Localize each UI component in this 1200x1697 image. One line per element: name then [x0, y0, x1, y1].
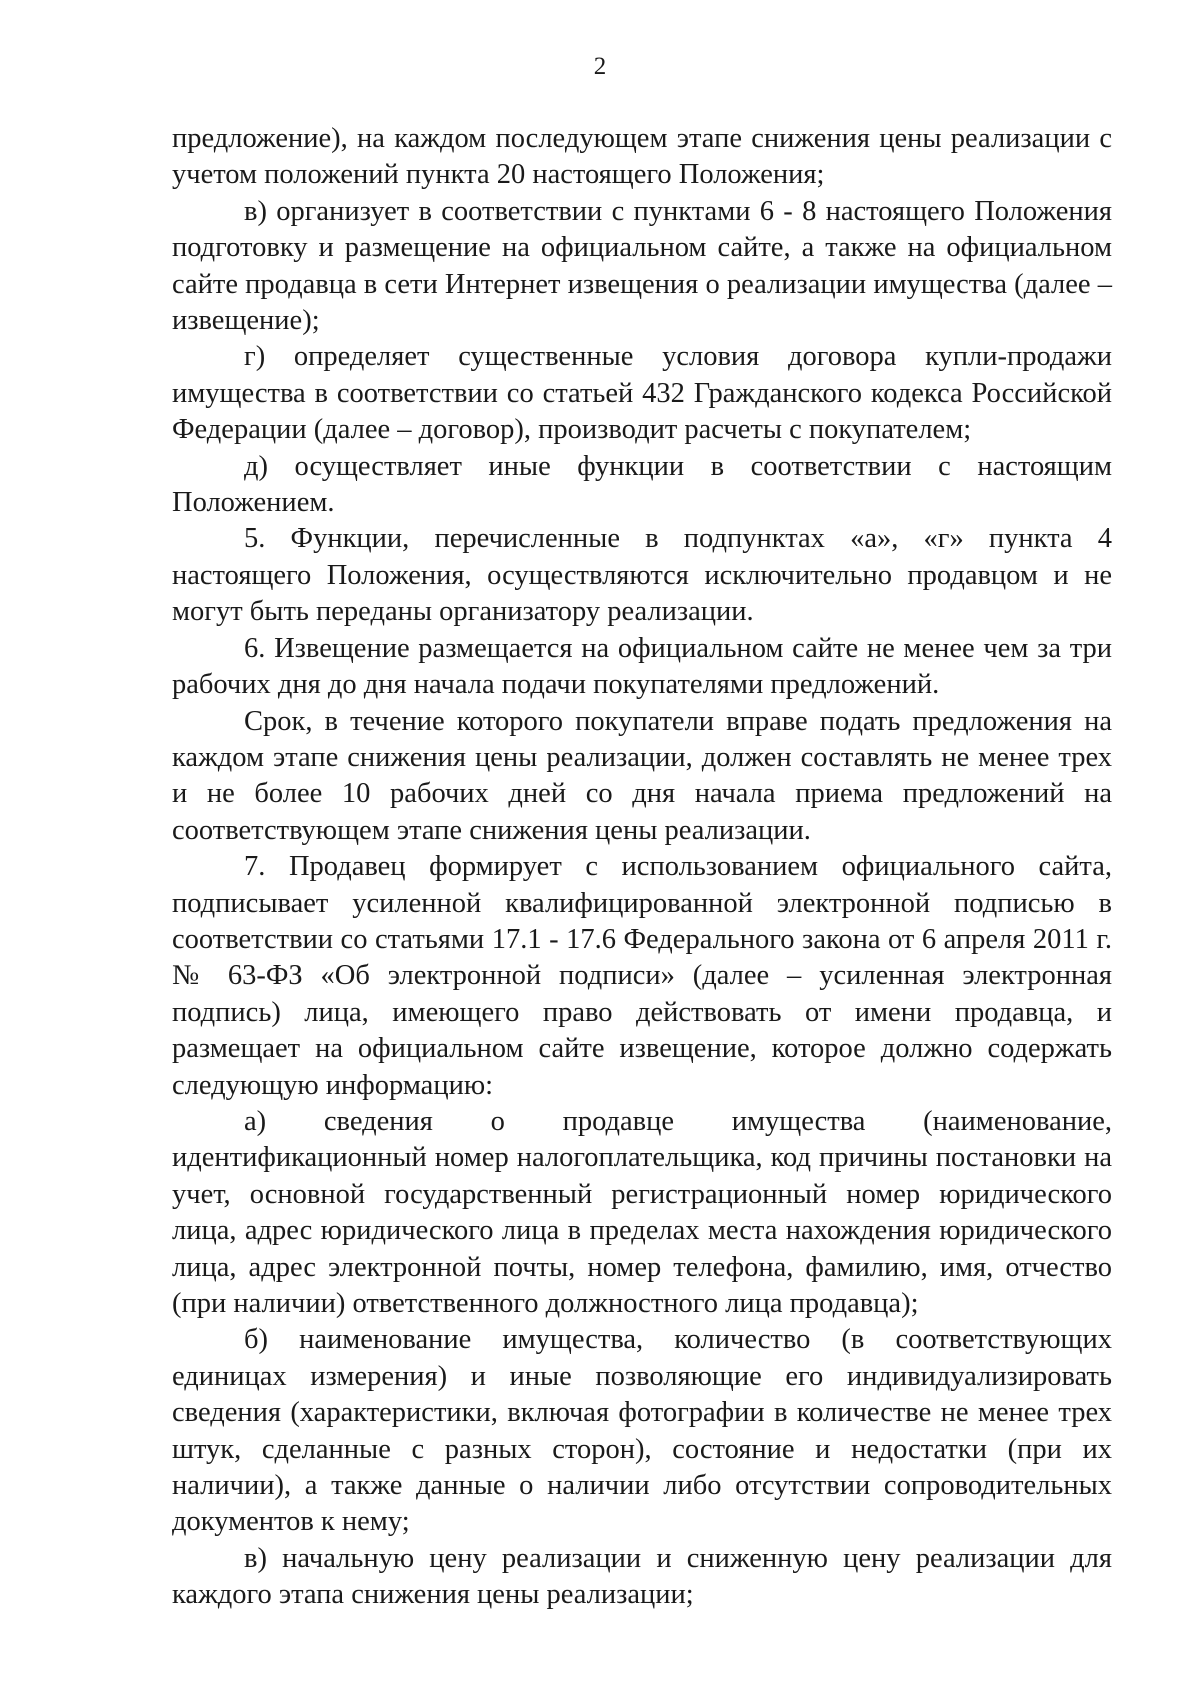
paragraph-6-term: Срок, в течение которого покупатели вправе подать предложения на каждом этапе снижения цены реализации, должен составлять не менее трех и не более 10 рабочих дней со дня начала приема предложений на соответствующем этапе снижения цены реализации. — [172, 705, 1112, 846]
paragraph-4g: г) определяет существенные условия договора купли-продажи имущества в соответствии со статьей 432 Гражданского кодекса Российской Федерации (далее – договор), производит расчеты с покупателем; — [172, 341, 1112, 446]
paragraph-7: 7. Продавец формирует с использованием официального сайта, подписывает усиленной квалифицированной электронной подписью в соответствии со статьями 17.1 - 17.6 Федерального закона от 6 апреля 2011 г. № 63-ФЗ «Об электронной подписи» (далее – усиленная электронная подпись) лица, имеющего право действовать от имени продавца, и размещает на официальном сайте извещение, которое должно содержать следующую информацию: — [172, 851, 1112, 1101]
paragraph-7v: в) начальную цену реализации и сниженную цену реализации для каждого этапа снижения цены реализации; — [172, 1542, 1112, 1611]
paragraph-5: 5. Функции, перечисленные в подпунктах «а», «г» пункта 4 настоящего Положения, осуществляются исключительно продавцом и не могут быть переданы организатору реализации. — [172, 523, 1112, 628]
page-number: 2 — [593, 53, 607, 80]
paragraph-7b: б) наименование имущества, количество (в соответствующих единицах измерения) и иные позволяющие его индивидуализировать сведения (характеристики, включая фотографии в количестве не менее трех штук, сделанные с разных сторон), состояние и недостатки (при их наличии), а также данные о наличии либо отсутствии сопроводительных документов к нему; — [172, 1324, 1112, 1538]
paragraph-6: 6. Извещение размещается на официальном сайте не менее чем за три рабочих дня до дня начала подачи покупателями предложений. — [172, 632, 1112, 701]
paragraph-4v: в) организует в соответствии с пунктами 6 - 8 настоящего Положения подготовку и размещение на официальном сайте, а также на официальном сайте продавца в сети Интернет извещения о реализации имущества (далее – извещение); — [172, 195, 1112, 337]
paragraph-continuation: предложение), на каждом последующем этапе снижения цены реализации с учетом положений пункта 20 настоящего Положения; — [172, 123, 1112, 191]
document-body — [172, 121, 1112, 1614]
paragraph-7a: а) сведения о продавце имущества (наименование, идентификационный номер налогоплательщика, код причины постановки на учет, основной государственный регистрационный номер юридического лица, адрес юридического лица в пределах места нахождения юридического лица, адрес электронной почты, номер телефона, фамилию, имя, отчество (при наличии) ответственного должностного лица продавца); — [172, 1105, 1112, 1319]
paragraph-4d: д) осуществляет иные функции в соответствии с настоящим Положением. — [172, 450, 1112, 519]
